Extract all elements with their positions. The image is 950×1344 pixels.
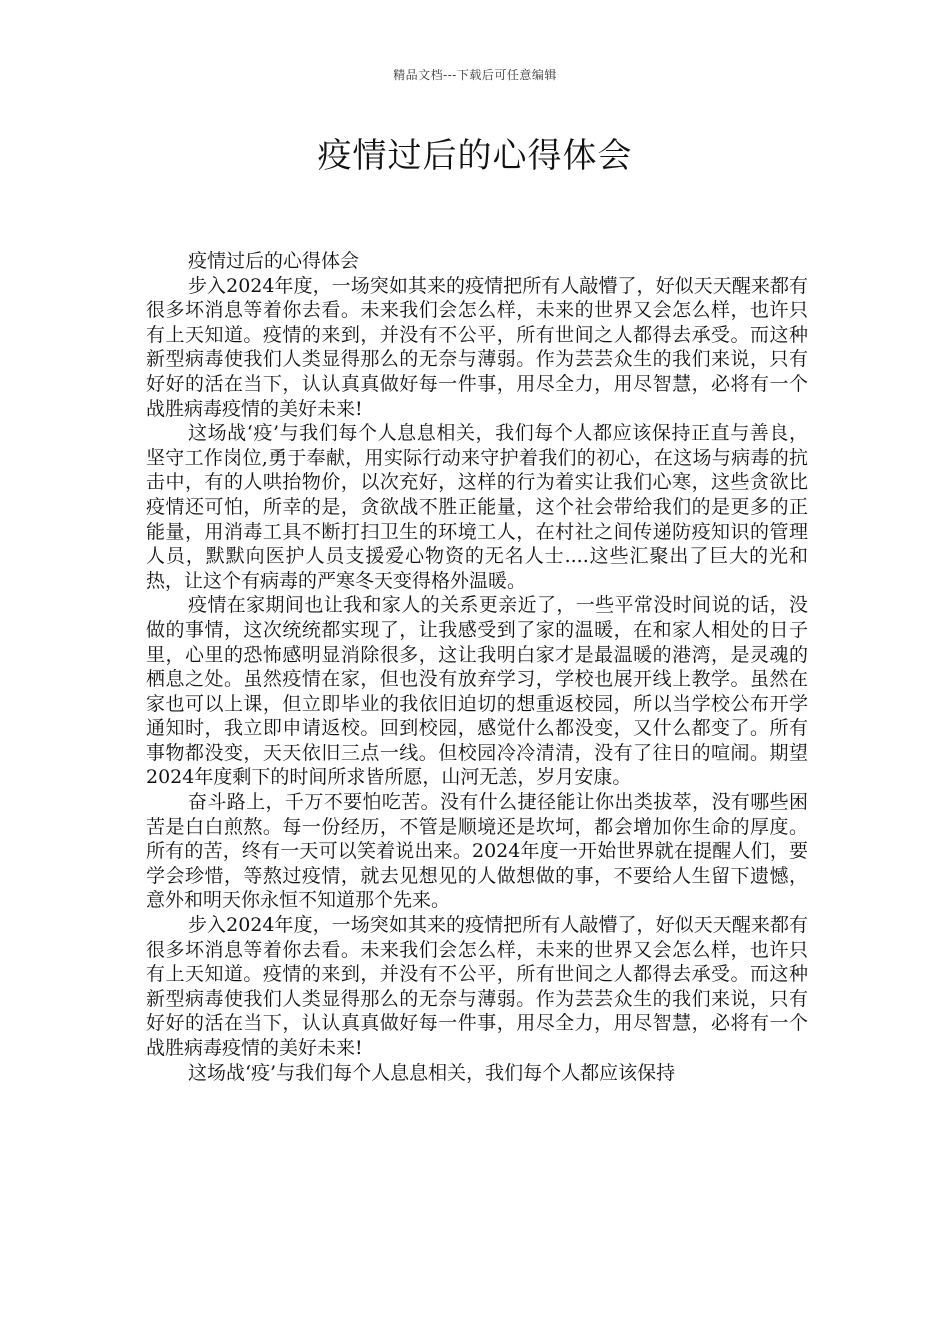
paragraph: 步入2024年度，一场突如其来的疫情把所有人敲懵了，好似天天醒来都有很多坏消息等着你去看。未来我们会怎么样，未来的世界又会怎么样，也许只有上天知道。疫情的来到，并没有不公平，所有世间之人都得去承受。而这种新型病毒使我们人类显得那么的无奈与薄弱。作为芸芸众生的我们来说，只有好好的活在当下，认认真真做好每一件事，用尽全力，用尽智慧，必将有一个战胜病毒疫情的美好未来! bbox=[146, 914, 808, 1059]
page-header: 精品文档---下载后可任意编辑 bbox=[393, 68, 557, 82]
paragraph: 疫情在家期间也让我和家人的关系更亲近了，一些平常没时间说的话，没做的事情，这次统统都实现了，让我感受到了家的温暖，在和家人相处的日子里，心里的恐怖感明显消除很多，这让我明白家才是最温暖的港湾，是灵魂的栖息之处。虽然疫情在家，但也没有放弃学习，学校也展开线上教学。虽然在家也可以上课，但立即毕业的我依旧迫切的想重返校园，所以当学校公布开学通知时，我立即申请返校。回到校园，感觉什么都没变，又什么都变了。所有事物都没变，天天依旧三点一线。但校园冷冷清清，没有了往日的喧闹。期望2024年度剩下的时间所求皆所愿，山河无恙，岁月安康。 bbox=[146, 594, 808, 789]
paragraph-subtitle: 疫情过后的心得体会 bbox=[188, 250, 360, 272]
document-body bbox=[146, 249, 808, 1085]
paragraph: 步入2024年度，一场突如其来的疫情把所有人敲懵了，好似天天醒来都有很多坏消息等着你去看。未来我们会怎么样，未来的世界又会怎么样，也许只有上天知道。疫情的来到，并没有不公平，所有世间之人都得去承受。而这种新型病毒使我们人类显得那么的无奈与薄弱。作为芸芸众生的我们来说，只有好好的活在当下，认认真真做好每一件事，用尽全力，用尽智慧，必将有一个战胜病毒疫情的美好未来! bbox=[146, 274, 808, 420]
paragraph: 这场战‘疫’与我们每个人息息相关，我们每个人都应该保持正直与善良，坚守工作岗位,勇于奉献，用实际行动来守护着我们的初心，在这场与病毒的抗击中，有的人哄抬物价，以次充好，这样的行为着实让我们心寒，这些贪欲比疫情还可怕，所幸的是，贪欲战不胜正能量，这个社会带给我们的是更多的正能量，用消毒工具不断打扫卫生的环境工人，在村社之间传递防疫知识的管理人员，默默向医护人员支援爱心物资的无名人士....这些汇聚出了巨大的光和热，让这个有病毒的严寒冬天变得格外温暖。 bbox=[146, 422, 808, 592]
paragraph: 这场战‘疫’与我们每个人息息相关，我们每个人都应该保持 bbox=[188, 1061, 676, 1084]
document-title: 疫情过后的心得体会 bbox=[317, 136, 633, 176]
paragraph: 奋斗路上，千万不要怕吃苦。没有什么捷径能让你出类拔萃，没有哪些困苦是白白煎熬。每一份经历，不管是顺境还是坎坷，都会增加你生命的厚度。所有的苦，终有一天可以笑着说出来。2024年度一开始世界就在提醒人们，要学会珍惜，等熬过疫情，就去见想见的人做想做的事，不要给人生留下遗憾，意外和明天你永恒不知道那个先来。 bbox=[146, 791, 808, 912]
